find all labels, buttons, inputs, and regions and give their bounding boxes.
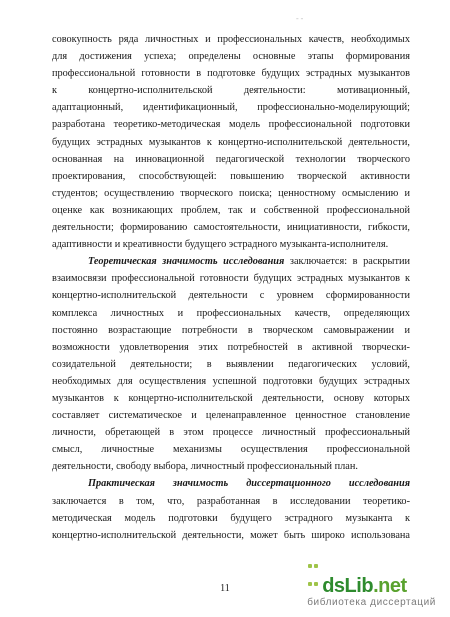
text-line: к концертно-исполнительской деятельности: мотивационный, [52,85,410,97]
text-line: профессиональной готовности в подготовке будущих эстрадных музыкантов [52,68,410,80]
body-text [52,31,410,544]
text-line: деятельности, свободу выбора, личностный профессиональный план. [52,461,358,473]
text-line: оценке как возникающих проблем, так и собственной профессиональной [52,204,410,216]
watermark-brand-row [307,556,436,596]
watermark-brand-domain: .net [373,575,407,597]
text-line: концертно-исполнительской деятельности с уровнем сформированности [52,290,410,302]
page-number: 11 [220,583,230,594]
text-line: концертно-исполнительской деятельности, может быть широко использована [52,529,410,541]
paragraph-lines [52,270,410,475]
text-line: будущих эстрадных музыкантов к концертно-исполнительской деятельности, [52,136,410,148]
text-line: студентов; осуществлению творческого поиска; ценностному осмыслению и [52,187,410,199]
text-line: личности, обретающей в этом процессе личностный профессиональный [52,427,410,439]
text-line: созидательной деятельности; в выявлении педагогических условий, [52,358,410,370]
paragraph-lines [52,493,410,544]
text-line: основанная на инновационной педагогической технологии творческого [52,153,410,165]
paragraph-theoretical-significance [52,253,410,475]
text-line: совокупность ряда личностных и профессиональных качеств, необходимых [52,34,410,45]
text-line: проектирования, способствующей: повышению творческой активности [52,170,410,182]
paragraph-results [52,31,410,253]
text-line: адаптивности и креативности будущего эстрадного музыканта-исполнителя. [52,239,389,251]
text-line: методическая модель подготовки будущего эстрадного музыканта к [52,512,410,524]
text-line: постоянно возрастающие потребности в творческом самовыражении и [52,324,410,336]
text-line [52,475,410,492]
text-line: взаимосвязи профессиональной готовности будущих эстрадных музыкантов к [52,273,410,285]
text-line: возможности удовлетворения этих потребностей в активной творчески- [52,341,410,353]
text-line: составляет систематическое и целенаправленное ценностное становление [52,410,410,422]
paragraph-practical-significance [52,475,410,543]
text-fragment: заключается: в раскрытии [284,256,411,268]
text-line: деятельности; формированию самостоятельности, инициативности, гибкости, [52,222,410,234]
watermark-brand [322,576,406,596]
theoretical-significance-heading: Теоретическая значимость исследования [88,256,285,268]
text-line: адаптационный, идентификационный, профессионально-моделирующий; [52,102,410,114]
watermark-brand-main: dsLib [322,575,374,597]
scan-mark: - - [296,14,304,23]
watermark-subtitle: библиотека диссертаций [307,597,436,608]
watermark-logo [307,556,436,608]
text-line [52,253,410,270]
text-line: заключается в том, что, разработанная в исследовании теоретико- [52,495,410,507]
text-line: разработана теоретико-методическая модель профессиональной подготовки [52,119,410,131]
text-line: смысл, личностные механизмы осуществления профессиональной [52,444,410,456]
text-line: для достижения успеха; определены основные этапы формирования [52,51,410,63]
practical-significance-heading: Практическая значимость диссертационного исследования [88,478,410,490]
grid-icon [307,556,319,592]
text-line: необходимых для осуществления успешной подготовки будущих эстрадных [52,375,410,387]
text-line: музыкантов к концертно-исполнительской деятельности, основу которых [52,392,410,404]
text-line: комплекса личностных и профессиональных качеств, определяющих [52,307,410,319]
